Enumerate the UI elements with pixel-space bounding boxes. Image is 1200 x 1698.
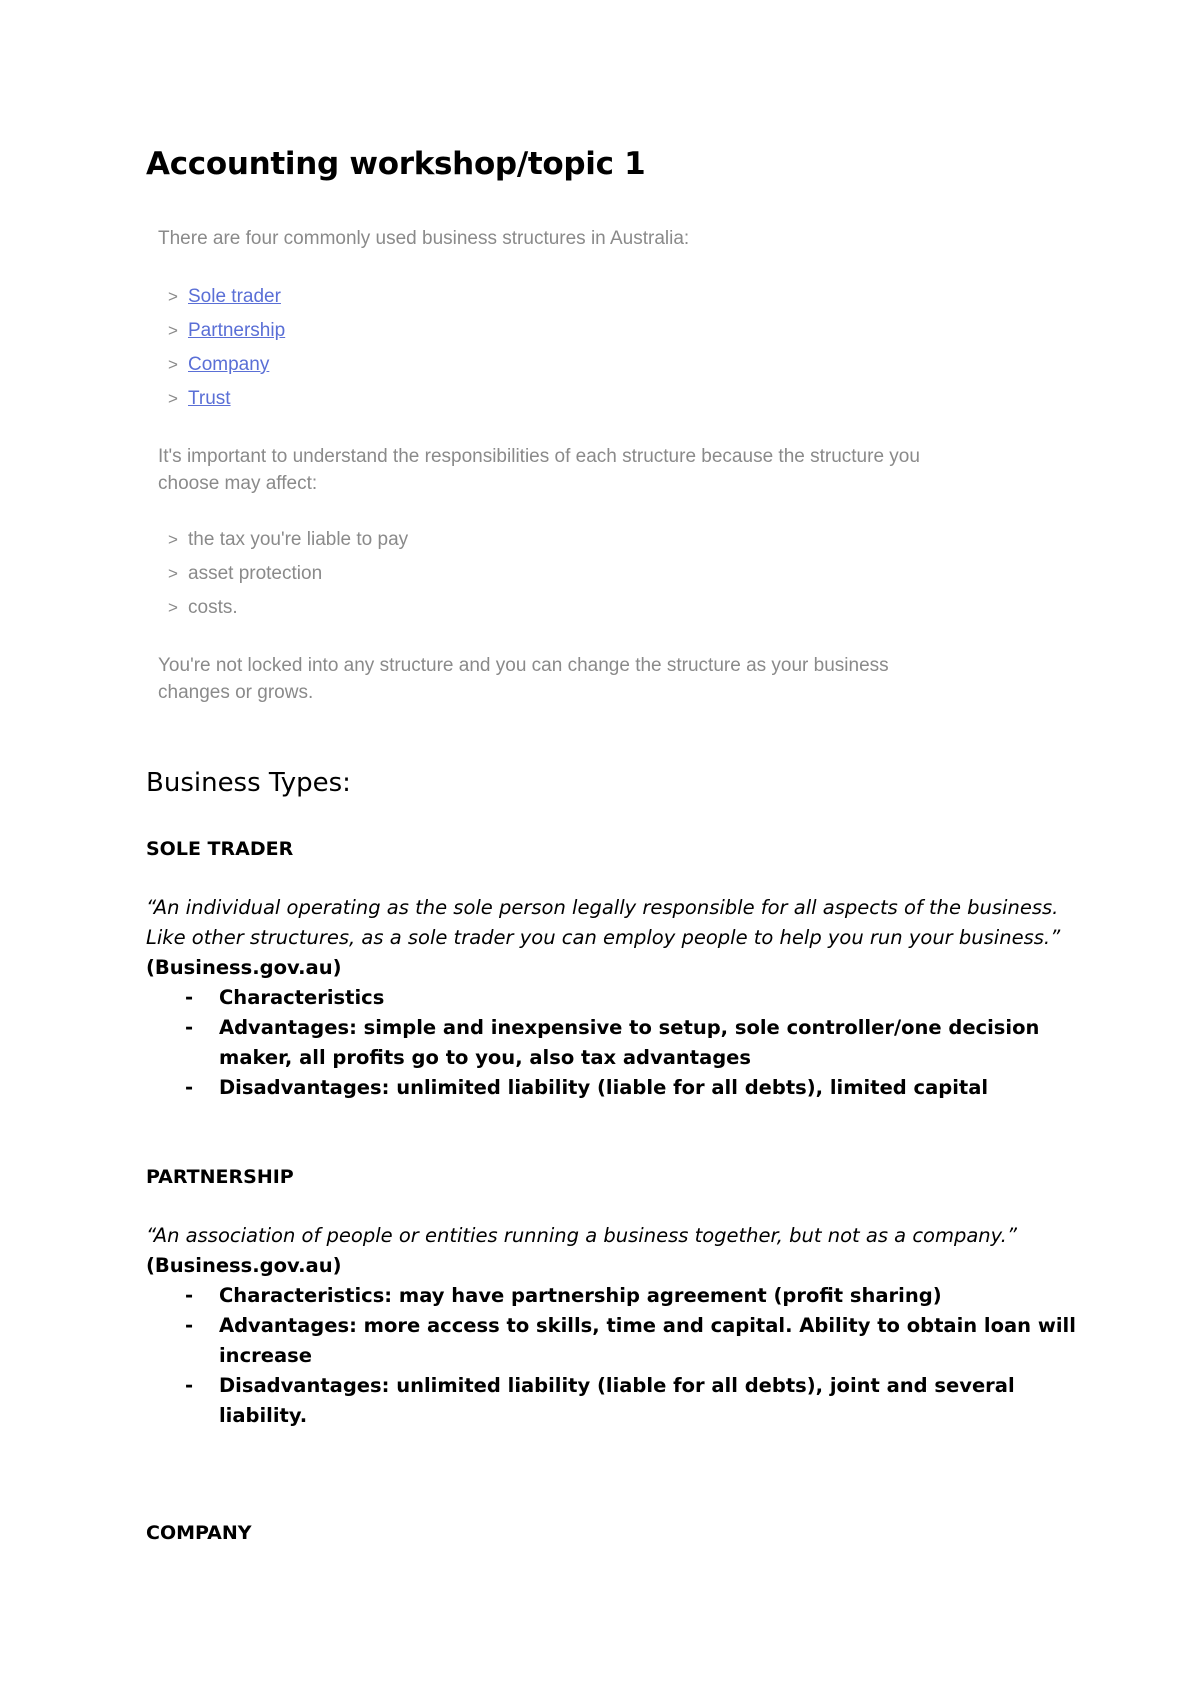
partnership-quote xyxy=(146,1221,1086,1281)
sole-trader-quote xyxy=(146,893,1086,983)
partnership-heading: PARTNERSHIP xyxy=(146,1166,294,1188)
list-item-label: asset protection xyxy=(188,563,323,584)
structures-list xyxy=(168,280,285,416)
chevron-right-icon: > xyxy=(168,287,178,306)
sole-trader-quote-text: “An individual operating as the sole person legally responsible for all aspects of the business. Like other structures, as a sole trader you can employ people to help you run your business.” xyxy=(146,896,1061,949)
page-title: Accounting workshop/topic 1 xyxy=(146,146,646,182)
list-item-label: Disadvantages: unlimited liability (liable for all debts), limited capital xyxy=(219,1076,989,1099)
list-item xyxy=(185,1371,1085,1431)
list-item xyxy=(185,983,1085,1013)
partnership-source: (Business.gov.au) xyxy=(146,1254,342,1277)
list-item-label: Advantages: more access to skills, time and capital. Ability to obtain loan will increase xyxy=(219,1314,1076,1367)
link-company[interactable]: Company xyxy=(188,354,270,375)
list-item-label: Characteristics xyxy=(219,986,385,1009)
link-trust[interactable]: Trust xyxy=(188,388,231,409)
bullet-dash: - xyxy=(185,1016,194,1039)
partnership-quote-text: “An association of people or entities running a business together, but not as a company.” xyxy=(146,1224,1017,1247)
list-item xyxy=(185,1013,1085,1073)
list-item-label: Disadvantages: unlimited liability (liable for all debts), joint and several liability. xyxy=(219,1374,1015,1427)
list-item xyxy=(168,523,408,557)
affects-list xyxy=(168,523,408,625)
link-partnership[interactable]: Partnership xyxy=(188,320,286,341)
link-sole-trader[interactable]: Sole trader xyxy=(188,286,281,307)
partnership-points xyxy=(185,1281,1085,1431)
bullet-dash: - xyxy=(185,1284,194,1307)
bullet-dash: - xyxy=(185,1374,194,1397)
list-item xyxy=(168,557,408,591)
sole-trader-heading: SOLE TRADER xyxy=(146,838,294,860)
list-item xyxy=(168,348,285,382)
list-item xyxy=(185,1311,1085,1371)
chevron-right-icon: > xyxy=(168,321,178,340)
list-item-label: Advantages: simple and inexpensive to setup, sole controller/one decision maker, all profits go to you, also tax advantages xyxy=(219,1016,1040,1069)
sole-trader-source: (Business.gov.au) xyxy=(146,956,342,979)
bullet-dash: - xyxy=(185,1314,194,1337)
bullet-dash: - xyxy=(185,986,194,1009)
intro-text: There are four commonly used business structures in Australia: xyxy=(158,228,690,249)
list-item xyxy=(185,1073,1085,1103)
responsibilities-text: It's important to understand the responsibilities of each structure because the structure you choose may affect: xyxy=(158,446,920,494)
company-heading: COMPANY xyxy=(146,1522,252,1544)
list-item-label: the tax you're liable to pay xyxy=(188,529,409,550)
list-item-label: costs. xyxy=(188,597,238,618)
bullet-dash: - xyxy=(185,1076,194,1099)
list-item xyxy=(168,591,408,625)
sole-trader-points xyxy=(185,983,1085,1103)
chevron-right-icon: > xyxy=(168,355,178,374)
list-item xyxy=(168,382,285,416)
chevron-right-icon: > xyxy=(168,598,178,617)
list-item xyxy=(168,280,285,314)
list-item xyxy=(185,1281,1085,1311)
chevron-right-icon: > xyxy=(168,564,178,583)
chevron-right-icon: > xyxy=(168,389,178,408)
chevron-right-icon: > xyxy=(168,530,178,549)
business-types-heading: Business Types: xyxy=(146,768,351,798)
list-item xyxy=(168,314,285,348)
list-item-label: Characteristics: may have partnership agreement (profit sharing) xyxy=(219,1284,942,1307)
change-text: You're not locked into any structure and you can change the structure as your business changes or grows. xyxy=(158,655,889,703)
